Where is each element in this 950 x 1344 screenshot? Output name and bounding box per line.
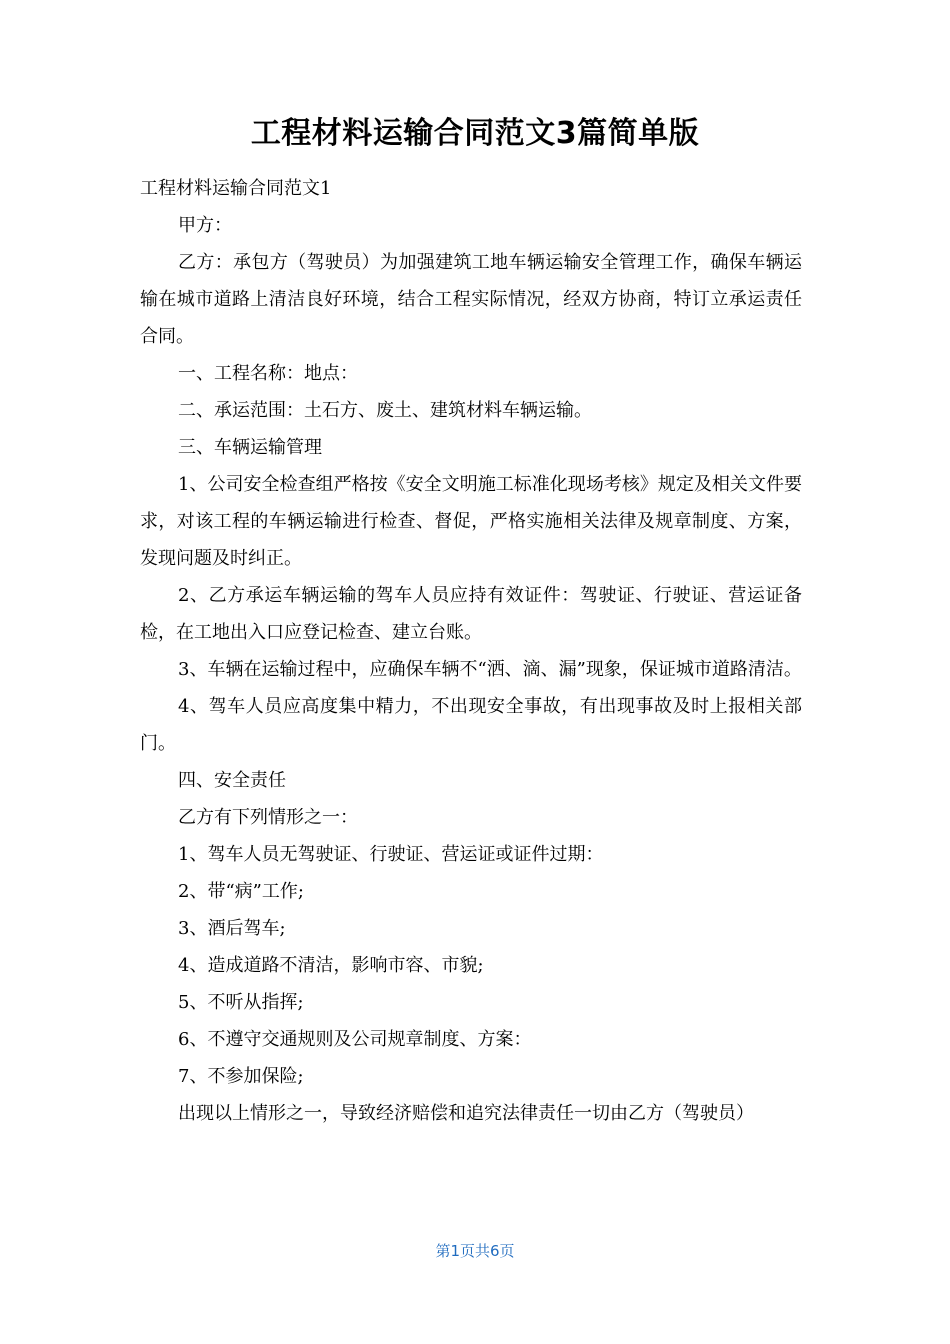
paragraph: 三、车辆运输管理 <box>178 437 322 458</box>
paragraph: 4、驾车人员应高度集中精力，不出现安全事故，有出现事故及时上报相关部门。 <box>140 696 802 754</box>
paragraph: 6、不遵守交通规则及公司规章制度、方案： <box>178 1029 532 1050</box>
document-title: 工程材料运输合同范文3篇简单版 <box>250 116 700 151</box>
paragraph: 乙方有下列情形之一： <box>178 807 358 828</box>
paragraph: 乙方：承包方（驾驶员）为加强建筑工地车辆运输安全管理工作，确保车辆运输在城市道路上清洁良好环境，结合工程实际情况，经双方协商，特订立承运责任合同。 <box>140 252 802 347</box>
paragraph: 2、带“病”工作; <box>178 881 304 902</box>
paragraph: 四、安全责任 <box>178 770 286 791</box>
paragraph: 出现以上情形之一，导致经济赔偿和追究法律责任一切由乙方（驾驶员） <box>178 1103 754 1124</box>
paragraph: 甲方： <box>178 215 232 236</box>
paragraph: 1、公司安全检查组严格按《安全文明施工标准化现场考核》规定及相关文件要求，对该工程的车辆运输进行检查、督促，严格实施相关法律及规章制度、方案，发现问题及时纠正。 <box>140 474 802 569</box>
paragraph: 3、车辆在运输过程中，应确保车辆不“洒、滴、漏”现象，保证城市道路清洁。 <box>178 659 802 680</box>
paragraph: 工程材料运输合同范文1 <box>140 178 332 199</box>
page-number: 第1页共6页 <box>435 1242 515 1260</box>
paragraph: 一、工程名称：地点： <box>178 363 358 384</box>
paragraph: 2、乙方承运车辆运输的驾车人员应持有效证件：驾驶证、行驶证、营运证备检，在工地出入口应登记检查、建立台账。 <box>140 585 802 643</box>
document-body <box>140 170 802 1132</box>
paragraph: 4、造成道路不清洁，影响市容、市貌; <box>178 955 484 976</box>
paragraph: 二、承运范围：土石方、废土、建筑材料车辆运输。 <box>178 400 592 421</box>
paragraph: 1、驾车人员无驾驶证、行驶证、营运证或证件过期： <box>178 844 604 865</box>
paragraph: 3、酒后驾车; <box>178 918 286 939</box>
paragraph: 7、不参加保险; <box>178 1066 304 1087</box>
paragraph: 5、不听从指挥; <box>178 992 304 1013</box>
